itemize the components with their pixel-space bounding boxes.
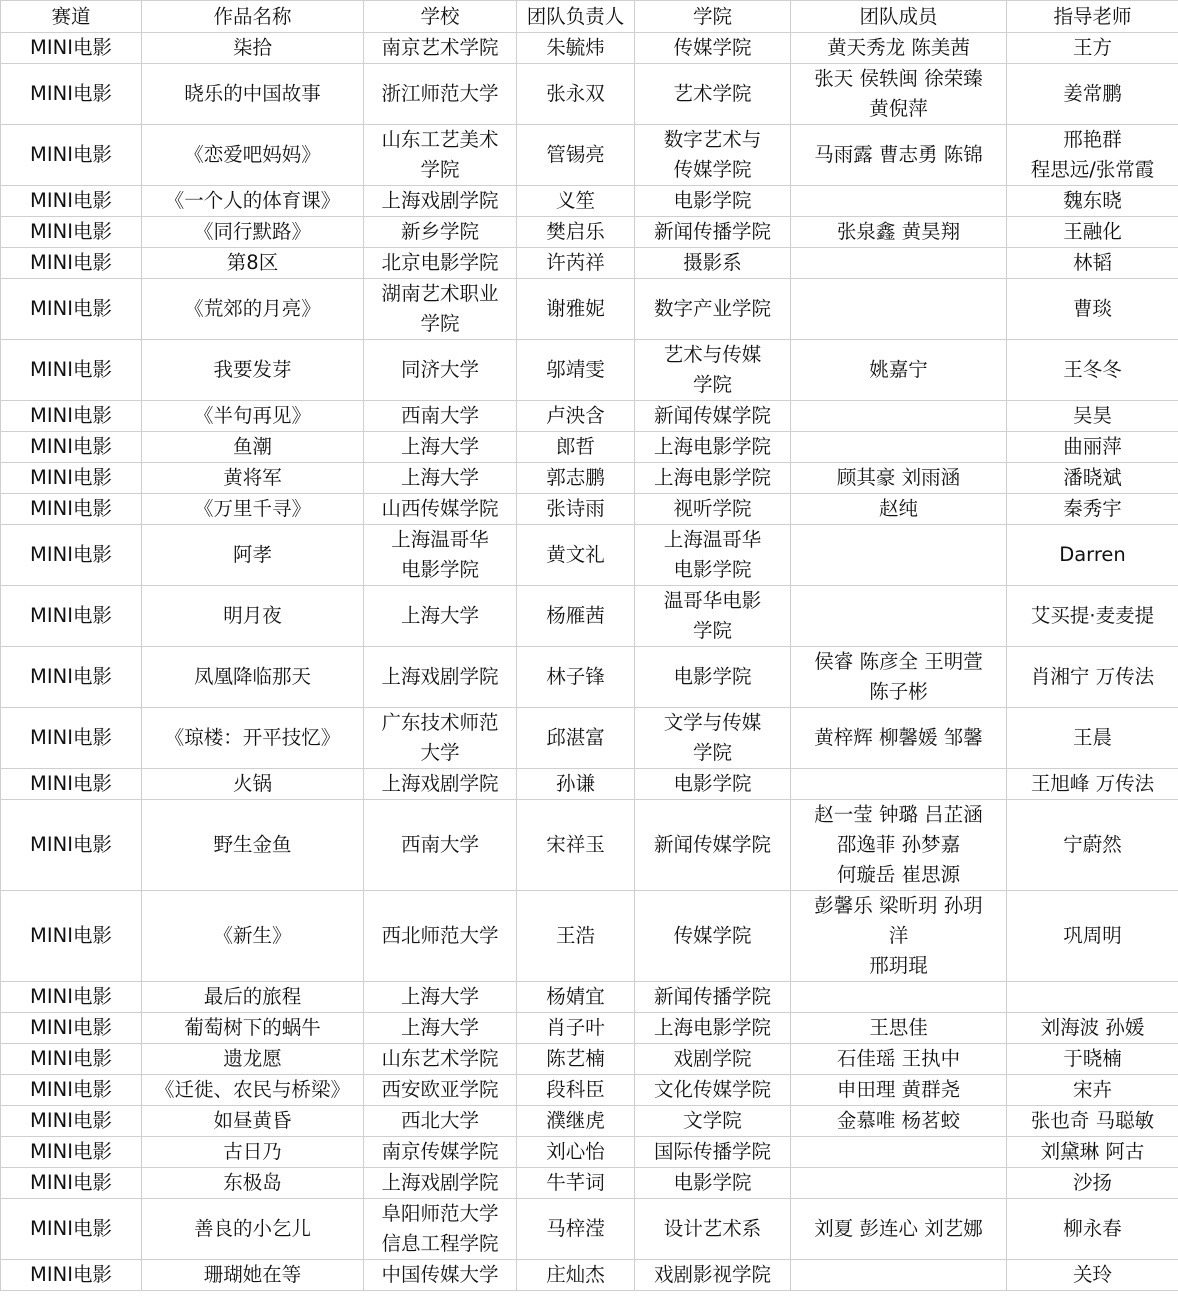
cell-work-title: 善良的小乞儿	[142, 1199, 364, 1260]
cell-college: 艺术与传媒 学院	[635, 340, 791, 401]
cell-advisor: 邢艳群 程思远/张常霞	[1007, 125, 1178, 186]
cell-school: 上海戏剧学院	[364, 186, 517, 217]
cell-team-leader: 樊启乐	[517, 217, 635, 248]
cell-team-leader: 庄灿杰	[517, 1260, 635, 1291]
table-header-row	[1, 1, 1178, 33]
header-school: 学校	[364, 1, 517, 33]
cell-track: MINI电影	[1, 64, 142, 125]
cell-team-leader: 段科臣	[517, 1075, 635, 1106]
cell-college: 艺术学院	[635, 64, 791, 125]
cell-track: MINI电影	[1, 1106, 142, 1137]
cell-college: 电影学院	[635, 769, 791, 800]
cell-work-title: 我要发芽	[142, 340, 364, 401]
cell-track: MINI电影	[1, 1044, 142, 1075]
cell-team-leader: 王浩	[517, 891, 635, 982]
cell-team-leader: 濮继虎	[517, 1106, 635, 1137]
cell-team-members: 张泉鑫 黄昊翔	[791, 217, 1007, 248]
cell-school: 西安欧亚学院	[364, 1075, 517, 1106]
cell-team-members	[791, 1260, 1007, 1291]
cell-school: 南京艺术学院	[364, 33, 517, 64]
cell-college: 上海温哥华 电影学院	[635, 525, 791, 586]
cell-team-members	[791, 586, 1007, 647]
cell-school: 阜阳师范大学 信息工程学院	[364, 1199, 517, 1260]
cell-advisor: 关玲	[1007, 1260, 1178, 1291]
cell-track: MINI电影	[1, 1199, 142, 1260]
cell-work-title: 晓乐的中国故事	[142, 64, 364, 125]
cell-advisor: 曹琰	[1007, 279, 1178, 340]
cell-work-title: 《万里千寻》	[142, 494, 364, 525]
cell-team-leader: 张诗雨	[517, 494, 635, 525]
cell-track: MINI电影	[1, 891, 142, 982]
cell-college: 新闻传媒学院	[635, 401, 791, 432]
cell-work-title: 古日乃	[142, 1137, 364, 1168]
cell-track: MINI电影	[1, 1168, 142, 1199]
cell-work-title: 阿孝	[142, 525, 364, 586]
cell-advisor: 于晓楠	[1007, 1044, 1178, 1075]
cell-team-members: 彭馨乐 梁昕玥 孙玥 洋 邢玥琨	[791, 891, 1007, 982]
cell-team-members	[791, 769, 1007, 800]
header-team-members: 团队成员	[791, 1, 1007, 33]
cell-college: 新闻传播学院	[635, 217, 791, 248]
cell-work-title: 《琼楼：开平技忆》	[142, 708, 364, 769]
cell-work-title: 《一个人的体育课》	[142, 186, 364, 217]
cell-team-members: 黄梓辉 柳馨媛 邹馨	[791, 708, 1007, 769]
table-row	[1, 340, 1178, 401]
cell-college: 新闻传播学院	[635, 982, 791, 1013]
cell-track: MINI电影	[1, 217, 142, 248]
cell-team-leader: 郎哲	[517, 432, 635, 463]
cell-track: MINI电影	[1, 708, 142, 769]
cell-advisor: 潘晓斌	[1007, 463, 1178, 494]
cell-track: MINI电影	[1, 525, 142, 586]
cell-college: 电影学院	[635, 1168, 791, 1199]
cell-college: 摄影系	[635, 248, 791, 279]
cell-track: MINI电影	[1, 982, 142, 1013]
cell-work-title: 《同行默路》	[142, 217, 364, 248]
cell-college: 上海电影学院	[635, 1013, 791, 1044]
cell-advisor: 王旭峰 万传法	[1007, 769, 1178, 800]
cell-advisor: 王晨	[1007, 708, 1178, 769]
cell-school: 上海戏剧学院	[364, 647, 517, 708]
cell-work-title: 《半句再见》	[142, 401, 364, 432]
cell-work-title: 东极岛	[142, 1168, 364, 1199]
cell-team-members	[791, 432, 1007, 463]
table-row	[1, 769, 1178, 800]
table-row	[1, 647, 1178, 708]
cell-college: 新闻传媒学院	[635, 800, 791, 891]
cell-track: MINI电影	[1, 1075, 142, 1106]
cell-team-members	[791, 401, 1007, 432]
cell-work-title: 葡萄树下的蜗牛	[142, 1013, 364, 1044]
cell-team-members: 赵一莹 钟璐 吕芷涵 邵逸菲 孙梦嘉 何璇岳 崔思源	[791, 800, 1007, 891]
cell-track: MINI电影	[1, 340, 142, 401]
cell-team-members	[791, 1168, 1007, 1199]
cell-team-members: 马雨露 曹志勇 陈锦	[791, 125, 1007, 186]
cell-team-leader: 许芮祥	[517, 248, 635, 279]
table-row	[1, 463, 1178, 494]
cell-track: MINI电影	[1, 769, 142, 800]
cell-advisor: 王冬冬	[1007, 340, 1178, 401]
table-row	[1, 186, 1178, 217]
cell-team-members: 赵纯	[791, 494, 1007, 525]
cell-college: 电影学院	[635, 186, 791, 217]
table-row	[1, 525, 1178, 586]
cell-track: MINI电影	[1, 586, 142, 647]
cell-team-members: 侯睿 陈彦全 王明萱 陈子彬	[791, 647, 1007, 708]
cell-school: 西北师范大学	[364, 891, 517, 982]
cell-team-leader: 杨婧宜	[517, 982, 635, 1013]
cell-school: 广东技术师范 大学	[364, 708, 517, 769]
cell-team-leader: 刘心怡	[517, 1137, 635, 1168]
cell-team-members: 金慕唯 杨茗蛟	[791, 1106, 1007, 1137]
table-row	[1, 64, 1178, 125]
cell-team-leader: 义笙	[517, 186, 635, 217]
cell-college: 戏剧学院	[635, 1044, 791, 1075]
cell-advisor: 宋卉	[1007, 1075, 1178, 1106]
cell-school: 新乡学院	[364, 217, 517, 248]
cell-school: 上海大学	[364, 1013, 517, 1044]
cell-work-title: 火锅	[142, 769, 364, 800]
cell-track: MINI电影	[1, 279, 142, 340]
cell-school: 上海大学	[364, 586, 517, 647]
cell-track: MINI电影	[1, 186, 142, 217]
cell-team-leader: 肖子叶	[517, 1013, 635, 1044]
table-row	[1, 1013, 1178, 1044]
table-row	[1, 982, 1178, 1013]
cell-team-leader: 杨雁茜	[517, 586, 635, 647]
cell-college: 国际传播学院	[635, 1137, 791, 1168]
cell-work-title: 《荒郊的月亮》	[142, 279, 364, 340]
cell-advisor: 宁蔚然	[1007, 800, 1178, 891]
cell-advisor: 刘海波 孙媛	[1007, 1013, 1178, 1044]
cell-school: 上海大学	[364, 982, 517, 1013]
cell-college: 上海电影学院	[635, 432, 791, 463]
cell-team-members: 申田理 黄群尧	[791, 1075, 1007, 1106]
cell-team-leader: 牛芊词	[517, 1168, 635, 1199]
cell-work-title: 第8区	[142, 248, 364, 279]
cell-team-leader: 邬靖雯	[517, 340, 635, 401]
cell-team-leader: 郭志鹏	[517, 463, 635, 494]
table-row	[1, 891, 1178, 982]
table-row	[1, 1168, 1178, 1199]
cell-team-members: 张天 侯轶闽 徐荣臻 黄倪萍	[791, 64, 1007, 125]
header-work-title: 作品名称	[142, 1, 364, 33]
cell-school: 上海戏剧学院	[364, 1168, 517, 1199]
table-row	[1, 1137, 1178, 1168]
cell-college: 设计艺术系	[635, 1199, 791, 1260]
cell-team-members: 黄天秀龙 陈美茜	[791, 33, 1007, 64]
cell-track: MINI电影	[1, 647, 142, 708]
cell-team-leader: 陈艺楠	[517, 1044, 635, 1075]
table-row	[1, 1075, 1178, 1106]
cell-college: 文学与传媒 学院	[635, 708, 791, 769]
cell-school: 山东工艺美术 学院	[364, 125, 517, 186]
cell-advisor: 王方	[1007, 33, 1178, 64]
cell-work-title: 柒拾	[142, 33, 364, 64]
cell-work-title: 野生金鱼	[142, 800, 364, 891]
cell-school: 浙江师范大学	[364, 64, 517, 125]
cell-team-members: 刘夏 彭连心 刘艺娜	[791, 1199, 1007, 1260]
cell-work-title: 黄将军	[142, 463, 364, 494]
cell-school: 上海戏剧学院	[364, 769, 517, 800]
cell-work-title: 如昼黄昏	[142, 1106, 364, 1137]
cell-school: 北京电影学院	[364, 248, 517, 279]
cell-team-members	[791, 279, 1007, 340]
cell-work-title: 《迁徙、农民与桥梁》	[142, 1075, 364, 1106]
cell-work-title: 《新生》	[142, 891, 364, 982]
cell-work-title: 《恋爱吧妈妈》	[142, 125, 364, 186]
cell-school: 中国传媒大学	[364, 1260, 517, 1291]
cell-track: MINI电影	[1, 1260, 142, 1291]
cell-track: MINI电影	[1, 248, 142, 279]
cell-advisor: Darren	[1007, 525, 1178, 586]
table-row	[1, 708, 1178, 769]
cell-school: 上海大学	[364, 463, 517, 494]
cell-advisor: 柳永春	[1007, 1199, 1178, 1260]
cell-advisor: 吴昊	[1007, 401, 1178, 432]
table-body	[1, 33, 1178, 1291]
table-row	[1, 800, 1178, 891]
table-row	[1, 217, 1178, 248]
cell-track: MINI电影	[1, 33, 142, 64]
header-track: 赛道	[1, 1, 142, 33]
cell-advisor: 巩周明	[1007, 891, 1178, 982]
cell-track: MINI电影	[1, 1013, 142, 1044]
header-college: 学院	[635, 1, 791, 33]
cell-work-title: 珊瑚她在等	[142, 1260, 364, 1291]
cell-school: 南京传媒学院	[364, 1137, 517, 1168]
cell-advisor: 曲丽萍	[1007, 432, 1178, 463]
cell-college: 文学院	[635, 1106, 791, 1137]
cell-advisor: 秦秀宇	[1007, 494, 1178, 525]
cell-college: 数字艺术与 传媒学院	[635, 125, 791, 186]
cell-team-leader: 管锡亮	[517, 125, 635, 186]
cell-team-leader: 马梓滢	[517, 1199, 635, 1260]
cell-track: MINI电影	[1, 1137, 142, 1168]
cell-advisor: 刘黛琳 阿古	[1007, 1137, 1178, 1168]
cell-team-members: 顾其豪 刘雨涵	[791, 463, 1007, 494]
cell-team-leader: 邱湛富	[517, 708, 635, 769]
cell-school: 同济大学	[364, 340, 517, 401]
cell-college: 传媒学院	[635, 891, 791, 982]
cell-team-members: 姚嘉宁	[791, 340, 1007, 401]
table-row	[1, 1260, 1178, 1291]
cell-team-leader: 朱毓炜	[517, 33, 635, 64]
cell-track: MINI电影	[1, 800, 142, 891]
table-row	[1, 586, 1178, 647]
cell-team-members	[791, 525, 1007, 586]
cell-school: 西南大学	[364, 800, 517, 891]
cell-advisor: 魏东晓	[1007, 186, 1178, 217]
cell-track: MINI电影	[1, 401, 142, 432]
cell-advisor: 姜常鹏	[1007, 64, 1178, 125]
cell-team-members	[791, 248, 1007, 279]
cell-school: 上海温哥华 电影学院	[364, 525, 517, 586]
cell-team-leader: 孙谦	[517, 769, 635, 800]
table-row	[1, 494, 1178, 525]
table-row	[1, 1199, 1178, 1260]
table-row	[1, 432, 1178, 463]
cell-college: 传媒学院	[635, 33, 791, 64]
cell-college: 戏剧影视学院	[635, 1260, 791, 1291]
cell-team-leader: 黄文礼	[517, 525, 635, 586]
cell-work-title: 遗龙愿	[142, 1044, 364, 1075]
cell-team-leader: 卢泱含	[517, 401, 635, 432]
table-row	[1, 279, 1178, 340]
cell-team-leader: 张永双	[517, 64, 635, 125]
cell-work-title: 凤凰降临那天	[142, 647, 364, 708]
cell-work-title: 最后的旅程	[142, 982, 364, 1013]
cell-school: 上海大学	[364, 432, 517, 463]
cell-team-leader: 林子锋	[517, 647, 635, 708]
cell-track: MINI电影	[1, 494, 142, 525]
cell-college: 文化传媒学院	[635, 1075, 791, 1106]
cell-college: 电影学院	[635, 647, 791, 708]
cell-advisor: 王融化	[1007, 217, 1178, 248]
cell-team-leader: 宋祥玉	[517, 800, 635, 891]
cell-school: 西南大学	[364, 401, 517, 432]
cell-team-members: 石佳瑶 王执中	[791, 1044, 1007, 1075]
table-row	[1, 401, 1178, 432]
header-advisor: 指导老师	[1007, 1, 1178, 33]
cell-advisor: 肖湘宁 万传法	[1007, 647, 1178, 708]
cell-college: 上海电影学院	[635, 463, 791, 494]
cell-school: 山东艺术学院	[364, 1044, 517, 1075]
cell-team-leader: 谢雅妮	[517, 279, 635, 340]
cell-work-title: 明月夜	[142, 586, 364, 647]
cell-college: 视听学院	[635, 494, 791, 525]
cell-advisor: 艾买提·麦麦提	[1007, 586, 1178, 647]
cell-advisor	[1007, 982, 1178, 1013]
cell-college: 数字产业学院	[635, 279, 791, 340]
cell-work-title: 鱼潮	[142, 432, 364, 463]
table-row	[1, 248, 1178, 279]
table-row	[1, 33, 1178, 64]
cell-advisor: 林韬	[1007, 248, 1178, 279]
cell-team-members	[791, 982, 1007, 1013]
table-row	[1, 1044, 1178, 1075]
table-row	[1, 1106, 1178, 1137]
cell-team-members	[791, 1137, 1007, 1168]
cell-school: 西北大学	[364, 1106, 517, 1137]
cell-advisor: 沙扬	[1007, 1168, 1178, 1199]
table-row	[1, 125, 1178, 186]
cell-team-members: 王思佳	[791, 1013, 1007, 1044]
cell-track: MINI电影	[1, 432, 142, 463]
cell-college: 温哥华电影 学院	[635, 586, 791, 647]
cell-track: MINI电影	[1, 463, 142, 494]
cell-track: MINI电影	[1, 125, 142, 186]
cell-team-members	[791, 186, 1007, 217]
cell-school: 湖南艺术职业 学院	[364, 279, 517, 340]
cell-school: 山西传媒学院	[364, 494, 517, 525]
cell-advisor: 张也奇 马聪敏	[1007, 1106, 1178, 1137]
header-team-leader: 团队负责人	[517, 1, 635, 33]
